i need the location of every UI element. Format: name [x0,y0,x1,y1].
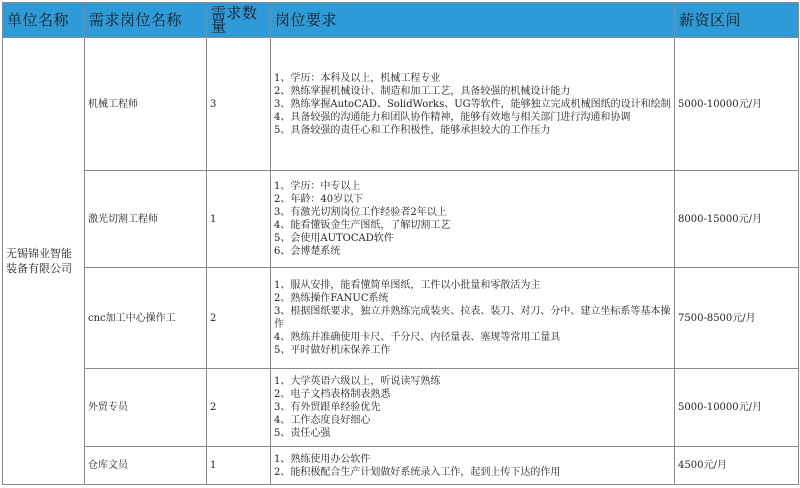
position-salary: 5000-10000元/月 [675,38,799,171]
position-name: 外贸专员 [85,369,207,447]
requirement-line: 2、熟练掌握机械设计、制造和加工工艺，具备较强的机械设计能力 [274,85,571,97]
requirement-line: 4、能看懂钣金生产图纸，了解切割工艺 [274,220,451,231]
requirement-line: 5、平时做好机床保养工作 [274,345,391,356]
requirement-line: 1、学历：本科及以上，机械工程专业 [274,72,441,84]
position-name: 仓库文员 [85,447,207,485]
table-row [3,447,799,485]
position-requirements [271,369,675,447]
requirement-line: 2、熟练操作FANUC系统 [274,293,389,304]
requirement-line: 6、会博楚系统 [274,246,341,257]
position-salary: 5000-10000元/月 [675,369,799,447]
requirement-line: 4、工作态度良好细心 [274,415,371,426]
position-name: cnc加工中心操作工 [85,268,207,369]
position-requirements [271,38,675,171]
requirement-line: 4、具备较强的沟通能力和团队协作精神，能够有效地与相关部门进行沟通和协调 [274,111,631,123]
table-row [3,171,799,268]
position-requirements [271,171,675,268]
requirement-line: 3、根据图纸要求，独立并熟练完成装夹、拉表、装刀、对刀、分中、建立坐标系等基本操作 [274,306,671,330]
table-row [3,38,799,171]
position-salary: 7500-8500元/月 [675,268,799,369]
position-count: 2 [207,369,271,447]
company-name: 无锡锦业智能装备有限公司 [3,38,85,485]
requirement-line: 4、熟练并准确使用卡尺、千分尺、内径量表、塞规等常用工量具 [274,332,561,343]
header-company: 单位名称 [3,3,85,38]
requirement-line: 5、责任心强 [274,428,331,439]
position-count: 1 [207,171,271,268]
requirement-line: 5、会使用AUTOCAD软件 [274,233,394,244]
header-row [3,3,799,38]
requirement-line: 3、熟练掌握AutoCAD、SolidWorks、UG等软件，能够独立完成机械图纸的设计和绘制 [274,98,671,110]
requirement-line: 3、有外贸跟单经验优先 [274,402,381,413]
requirement-line: 2、电子文档表格制表熟悉 [274,389,391,400]
requirement-line: 2、年龄：40岁以下 [274,194,364,205]
requirement-line: 5、具备较强的责任心和工作积极性，能够承担较大的工作压力 [274,124,551,136]
position-count: 1 [207,447,271,485]
position-name: 激光切割工程师 [85,171,207,268]
position-name: 机械工程师 [85,38,207,171]
table-row [3,268,799,369]
requirement-line: 1、学历：中专以上 [274,181,361,192]
header-requirements: 岗位要求 [271,3,675,38]
requirement-line: 2、能积极配合生产计划做好系统录入工作，起到上传下达的作用 [274,466,561,478]
requirement-line: 3、有激光切割岗位工作经验者2年以上 [274,207,447,218]
position-count: 2 [207,268,271,369]
table-row [3,369,799,447]
header-count: 需求数量 [207,3,271,38]
header-position: 需求岗位名称 [85,3,207,38]
job-table [2,2,799,485]
requirement-line: 1、服从安排，能看懂简单图纸，工件以小批量和零散活为主 [274,280,541,291]
header-salary: 薪资区间 [675,3,799,38]
position-requirements [271,447,675,485]
requirement-line: 1、大学英语六级以上，听说读写熟练 [274,376,441,387]
position-count: 3 [207,38,271,171]
position-salary: 8000-15000元/月 [675,171,799,268]
position-salary: 4500元/月 [675,447,799,485]
position-requirements [271,268,675,369]
requirement-line: 1、熟练使用办公软件 [274,453,371,465]
